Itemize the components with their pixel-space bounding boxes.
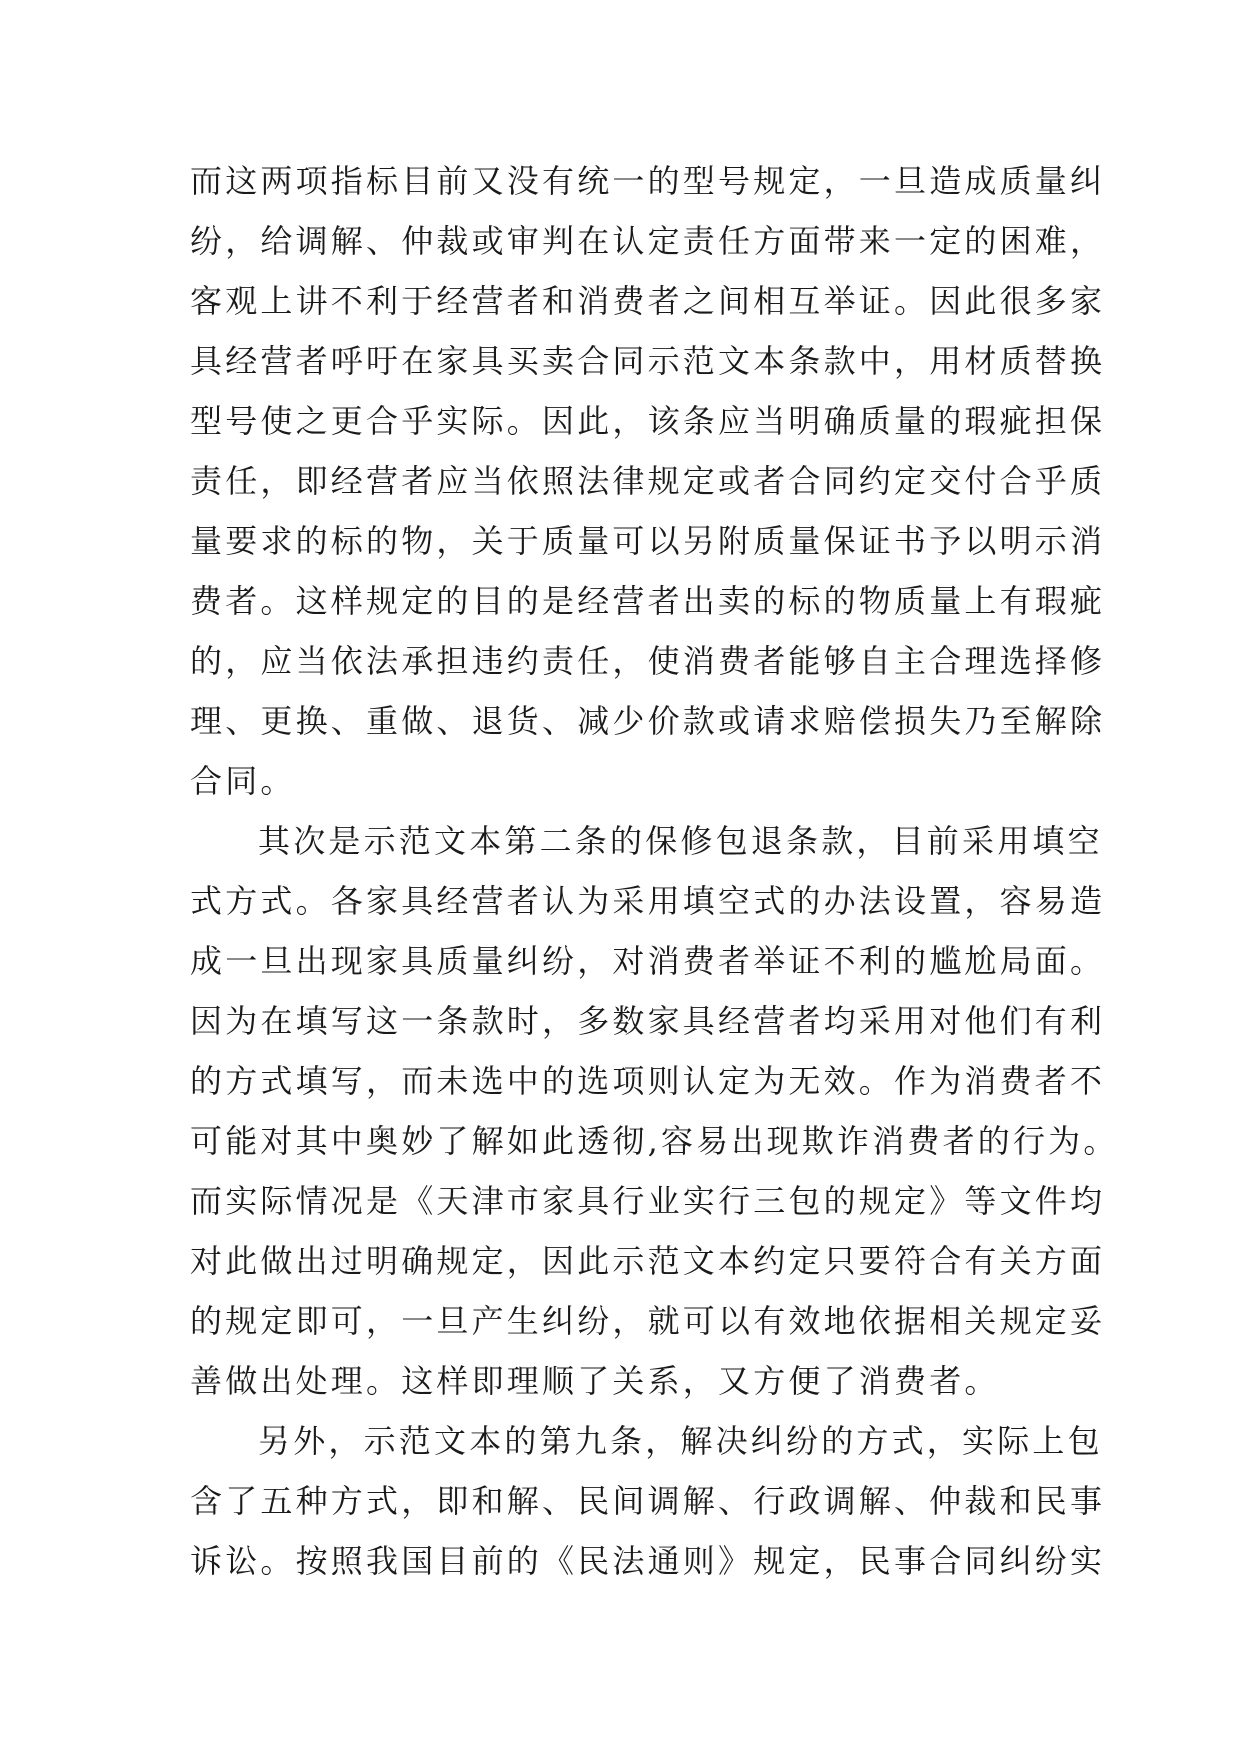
text-line: 式方式。各家具经营者认为采用填空式的办法设置，容易造 [190, 882, 1106, 920]
text-line: 理、更换、重做、退货、减少价款或请求赔偿损失乃至解除 [190, 702, 1106, 740]
body-text [190, 151, 1119, 1591]
text-line: 的规定即可，一旦产生纠纷，就可以有效地依据相关规定妥 [190, 1302, 1106, 1340]
text-line: 对此做出过明确规定，因此示范文本约定只要符合有关方面 [190, 1242, 1106, 1280]
paragraph-dispute [190, 1411, 1106, 1591]
text-line: 型号使之更合乎实际。因此，该条应当明确质量的瑕疵担保 [190, 402, 1106, 440]
text-line: 而这两项指标目前又没有统一的型号规定，一旦造成质量纠 [190, 162, 1106, 200]
text-line: 费者。这样规定的目的是经营者出卖的标的物质量上有瑕疵 [190, 582, 1106, 620]
text-line: 含了五种方式，即和解、民间调解、行政调解、仲裁和民事 [190, 1482, 1106, 1520]
paragraph-warranty [190, 811, 1119, 1411]
text-line: 诉讼。按照我国目前的《民法通则》规定，民事合同纠纷实 [190, 1542, 1106, 1580]
text-line: 客观上讲不利于经营者和消费者之间相互举证。因此很多家 [190, 282, 1106, 320]
text-line: 而实际情况是《天津市家具行业实行三包的规定》等文件均 [190, 1182, 1106, 1220]
text-line: 的方式填写，而未选中的选项则认定为无效。作为消费者不 [190, 1062, 1106, 1100]
text-line: 责任，即经营者应当依照法律规定或者合同约定交付合乎质 [190, 462, 1106, 500]
text-line: 另外，示范文本的第九条，解决纠纷的方式，实际上包 [258, 1422, 1103, 1460]
text-line: 善做出处理。这样即理顺了关系，又方便了消费者。 [190, 1362, 1000, 1400]
text-line: 合同。 [190, 762, 296, 800]
text-line: 量要求的标的物，关于质量可以另附质量保证书予以明示消 [190, 522, 1106, 560]
paragraph-quality [190, 151, 1106, 811]
text-line: 因为在填写这一条款时，多数家具经营者均采用对他们有利 [190, 1002, 1106, 1040]
text-line: 成一旦出现家具质量纠纷，对消费者举证不利的尴尬局面。 [190, 942, 1106, 980]
text-line: 可能对其中奥妙了解如此透彻,容易出现欺诈消费者的行为。 [190, 1122, 1119, 1160]
text-line: 纷，给调解、仲裁或审判在认定责任方面带来一定的困难， [190, 222, 1106, 260]
text-line: 其次是示范文本第二条的保修包退条款，目前采用填空 [258, 822, 1103, 860]
text-line: 的，应当依法承担违约责任，使消费者能够自主合理选择修 [190, 642, 1106, 680]
text-line: 具经营者呼吁在家具买卖合同示范文本条款中，用材质替换 [190, 342, 1106, 380]
